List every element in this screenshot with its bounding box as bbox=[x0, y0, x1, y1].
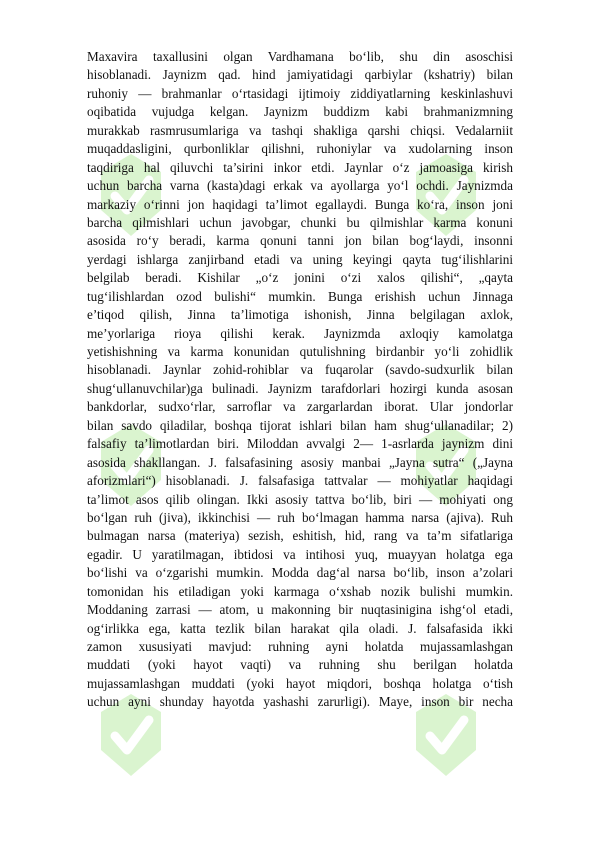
text-line: barcha qilmishlari uchun javobgar, chunki bu qilmishlar karma konuni bbox=[87, 214, 513, 230]
text-line: markaziy o‘rinni jon haqidagi ta’limot egallaydi. Bunga ko‘ra, inson joni bbox=[87, 196, 513, 212]
text-line: tug‘ilishlardan ozod bulishi“ mumkin. Bunga erishish uchun Jinnaga bbox=[87, 288, 513, 304]
text-line: e’tiqod qilish, Jinna ta’limotiga ishonish, Jinna belgilagan axlok, bbox=[87, 307, 513, 323]
text-line: bilan savdo qiladilar, boshqa tijorat ishlari bilan ham shug‘ullanadilar; 2) bbox=[87, 417, 513, 433]
text-line: Maxavira taxallusini olgan Vardhamana bo‘lib, shu din asoschisi bbox=[87, 49, 513, 64]
text-line: taqdiriga hal qiluvchi ta’sirini inkor etdi. Jaynlar o‘z jamoasiga kirish bbox=[87, 159, 513, 175]
text-line: uchun barcha varna (kasta)dagi erkak va ayollarga yo‘l ochdi. Jaynizmda bbox=[87, 178, 513, 194]
text-line: me’yorlariga rioya qilishi kerak. Jaynizmda axloqiy kamolatga bbox=[87, 325, 513, 341]
text-line: egadir. U yaratilmagan, ibtidosi va intihosi yuq, muayyan holatga ega bbox=[87, 546, 513, 562]
body-text bbox=[87, 48, 513, 712]
text-line: asosida ro‘y beradi, karma qonuni tanni jon bilan bog‘laydi, insonni bbox=[87, 233, 513, 249]
text-line: tomonidan his etiladigan yoki karmaga o‘xshab nozik bulishi mumkin. bbox=[87, 583, 513, 599]
text-line: ruhoniy — brahmanlar o‘rtasidagi ijtimoiy ziddiyatlarning keskinlashuvi bbox=[87, 85, 513, 101]
text-line: ta’limot asos qilib olingan. Ikki asosiy tattva bo‘lib, biri — mohiyati ong bbox=[87, 491, 513, 507]
text-line: uchun ayni shunday hayotda yashashi zarurligi). Maye, inson bir necha bbox=[87, 694, 513, 710]
text-line: bankdorlar, sudxo‘rlar, sarroflar va zargarlardan iborat. Ular jondorlar bbox=[87, 399, 513, 415]
text-line: asosida shakllangan. J. falsafasining asosiy manbai „Jayna sutra“ („Jayna bbox=[87, 454, 513, 470]
text-line: aforizmlari“) hisoblanadi. J. falsafasiga tattvalar — mohiyatlar haqidagi bbox=[87, 473, 513, 489]
text-line: hisoblanadi. Jaynlar zohid-rohiblar va fuqarolar (savdo-sudxurlik bilan bbox=[87, 362, 513, 378]
text-line: bo‘lgan ruh (jiva), ikkinchisi — ruh bo‘lmagan hamma narsa (ajiva). Ruh bbox=[87, 509, 513, 525]
text-line: bulmagan narsa (materiya) sezish, eshitish, hid, rang va ta’m sifatlariga bbox=[87, 528, 513, 544]
text-line: mujassamlashgan muddati (yoki hayot miqdori, boshqa holatga o‘tish bbox=[87, 675, 513, 691]
text-line: falsafiy ta’limotlardan biri. Miloddan avvalgi 2— 1-asrlarda jaynizm dini bbox=[87, 436, 513, 452]
text-line: yetishishning va karma konunidan qutulishning birdanbir yo‘li zohidlik bbox=[87, 344, 513, 359]
text-line: muddati (yoki hayot vaqti) va ruhning shu berilgan holatda bbox=[87, 657, 513, 673]
text-line: muqaddasligini, qurbonliklar qilishni, ruhoniylar va xudolarning inson bbox=[87, 141, 513, 157]
text-line: Moddaning zarrasi — atom, u makonning bir nuqtasinigina ishg‘ol etadi, bbox=[87, 602, 513, 618]
text-line: oqibatida vujudga kelgan. Jaynizm buddizm kabi brahmanizmning bbox=[87, 104, 513, 120]
text-line: murakkab rasmrusumlariga va tashqi shakliga qarshi chiqsi. Vedalarniit bbox=[87, 122, 513, 138]
text-line: hisoblanadi. Jaynizm qad. hind jamiyatidagi qarbiylar (kshatriy) bilan bbox=[87, 67, 513, 83]
text-line: zamon xususiyati mavjud: ruhning ayni holatda mujassamlashgan bbox=[87, 639, 513, 654]
text-line: og‘irlikka ega, katta tezlik bilan harakat qila oladi. J. falsafasida ikki bbox=[87, 620, 513, 636]
text-line: bo‘lishi va o‘zgarishi mumkin. Modda dag‘al narsa bo‘lib, inson a’zolari bbox=[87, 565, 513, 581]
text-line: shug‘ullanuvchilar)ga bulinadi. Jaynizm tarafdorlari hozirgi kunda asosan bbox=[87, 380, 513, 396]
text-line: yerdagi ishlarga zanjirband etadi va uning keyingi qayta tug‘ilishlarini bbox=[87, 251, 513, 267]
text-line: belgilab beradi. Kishilar „o‘z jonini o‘zi xalos qilishi“, „qayta bbox=[87, 270, 513, 286]
